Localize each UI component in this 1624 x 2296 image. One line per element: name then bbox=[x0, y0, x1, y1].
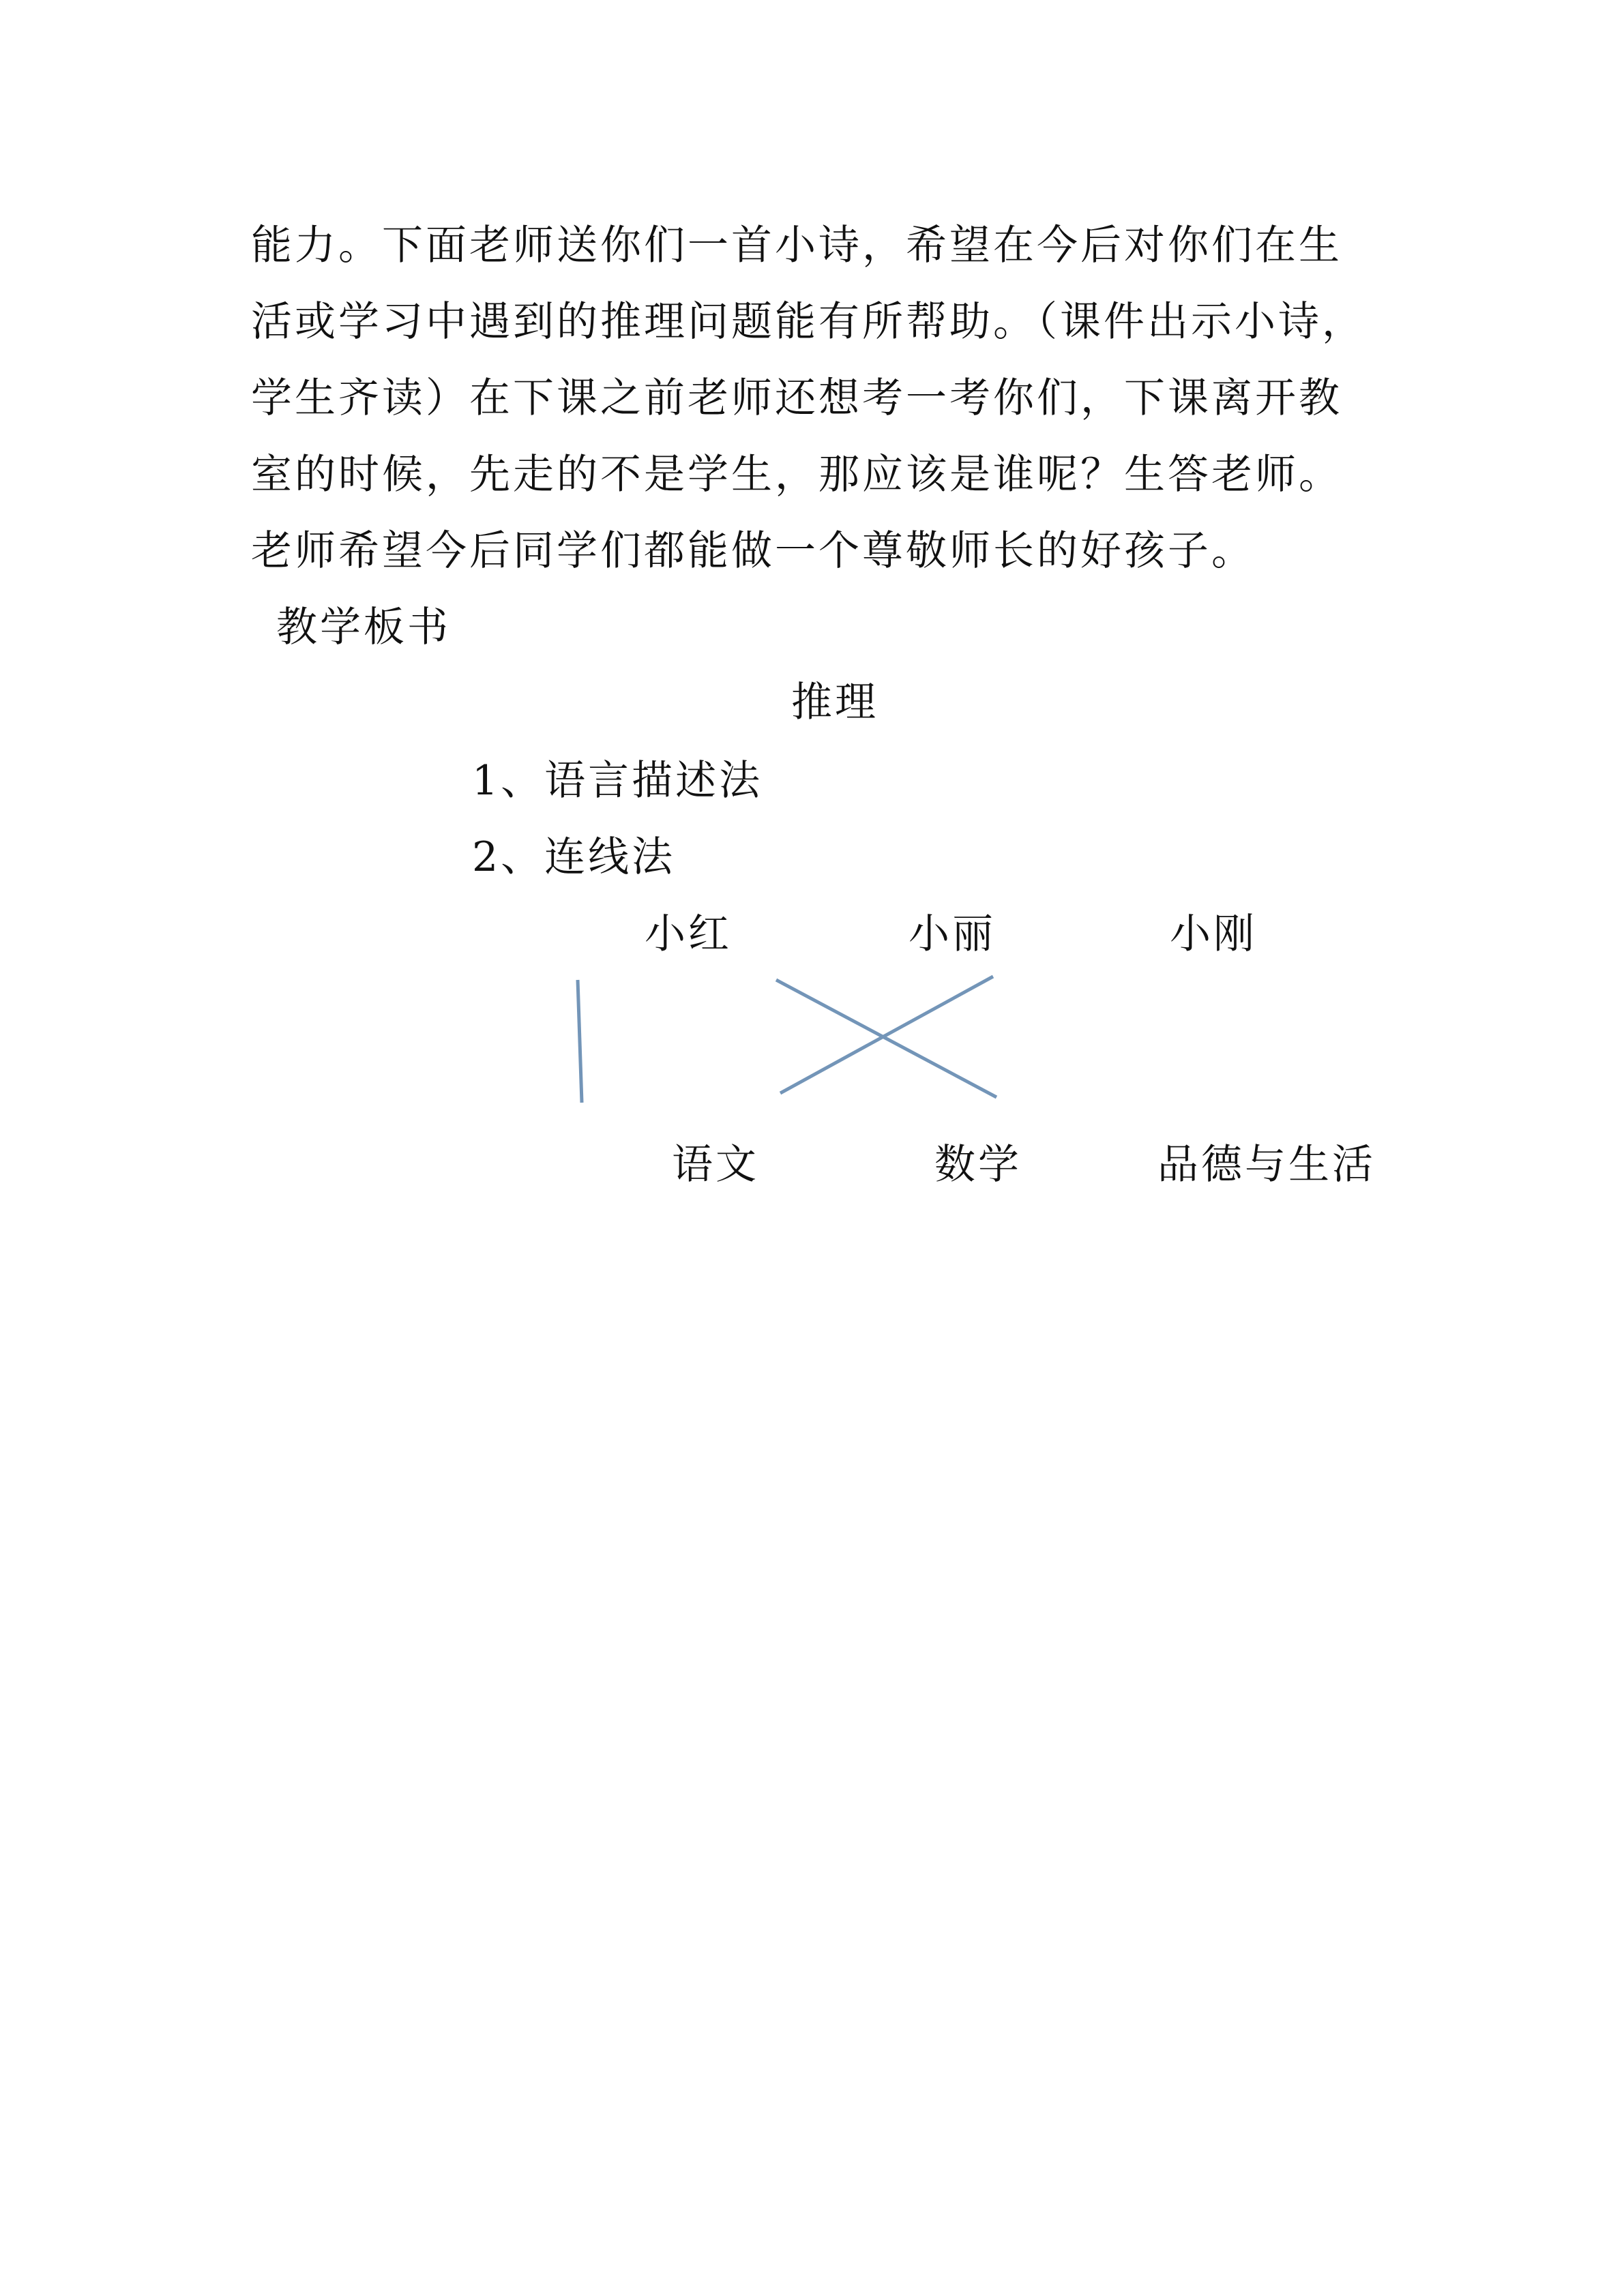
paragraph-line: 活或学习中遇到的推理问题能有所帮助。（课件出示小诗， bbox=[251, 298, 1365, 346]
match-line bbox=[578, 980, 582, 1103]
paragraph-line: 能力。下面老师送你们一首小诗，希望在今后对你们在生 bbox=[251, 222, 1342, 269]
person-label: 小红 bbox=[645, 910, 732, 958]
subject-label: 语文 bbox=[672, 1141, 759, 1189]
method-item: 2、连线法 bbox=[472, 833, 676, 881]
board-heading: 教学板书 bbox=[276, 603, 451, 651]
person-label: 小刚 bbox=[1170, 910, 1257, 958]
board-title: 推理 bbox=[791, 679, 879, 726]
paragraph-line: 学生齐读）在下课之前老师还想考一考你们，下课离开教 bbox=[251, 374, 1342, 422]
subject-label: 品德与生活 bbox=[1157, 1141, 1376, 1189]
match-line bbox=[776, 980, 996, 1097]
paragraph-line: 室的时候，先走的不是学生，那应该是谁呢？生答老师。 bbox=[251, 451, 1342, 498]
match-line bbox=[780, 976, 993, 1093]
paragraph-line: 老师希望今后同学们都能做一个尊敬师长的好孩子。 bbox=[251, 527, 1255, 575]
method-item: 1、语言描述法 bbox=[472, 757, 763, 805]
person-label: 小丽 bbox=[909, 910, 996, 958]
subject-label: 数学 bbox=[934, 1141, 1022, 1189]
